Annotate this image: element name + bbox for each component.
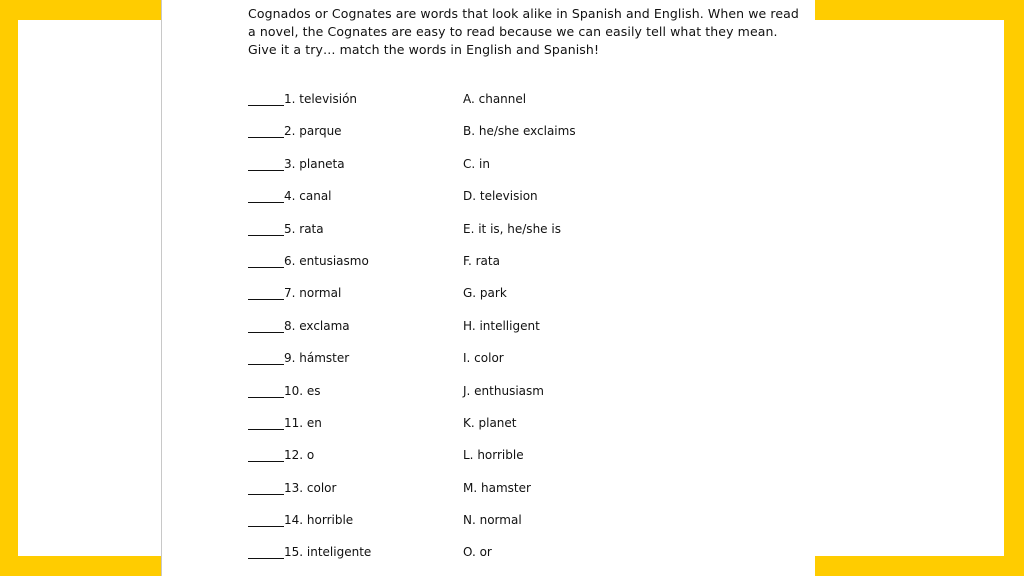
spanish-word: 4. canal [284,189,332,204]
english-word: D. television [463,189,538,204]
matching-list [248,90,808,576]
match-row [248,284,808,316]
answer-blank[interactable] [248,429,284,430]
answer-blank[interactable] [248,494,284,495]
spanish-word: 7. normal [284,286,342,301]
intro-text: Cognados or Cognates are words that look alike in Spanish and English. When we read a novel, the Cognates are easy to read because we can easily tell what they mean. Give it a try… match the words in English and Spanish! [248,6,799,57]
answer-blank[interactable] [248,397,284,398]
match-row [248,187,808,219]
english-word: A. channel [463,92,527,106]
answer-blank[interactable] [248,202,284,203]
match-row [248,252,808,284]
match-row [248,446,808,478]
match-row [248,90,808,122]
match-row [248,220,808,252]
english-word: K. planet [463,415,517,430]
english-word: I. color [463,351,504,366]
spanish-word: 12. o [284,448,315,463]
english-word: B. he/she exclaims [463,124,576,139]
spanish-word: 10. es [284,383,321,398]
spanish-word: 9. hámster [284,351,350,366]
worksheet-page [161,0,815,576]
match-row [248,122,808,154]
spanish-word: 11. en [284,415,322,430]
answer-blank[interactable] [248,364,284,365]
answer-blank[interactable] [248,558,284,559]
answer-blank[interactable] [248,332,284,333]
answer-blank[interactable] [248,526,284,527]
match-row [248,479,808,511]
english-word: E. it is, he/she is [463,221,561,236]
english-word: G. park [463,286,507,301]
answer-blank[interactable] [248,170,284,171]
answer-blank[interactable] [248,137,284,138]
answer-blank[interactable] [248,299,284,300]
match-row [248,382,808,414]
spanish-word: 15. inteligente [284,545,372,560]
match-row [248,543,808,575]
match-row [248,414,808,446]
match-row [248,317,808,349]
answer-blank[interactable] [248,461,284,462]
spanish-word: 3. planeta [284,156,345,171]
match-row [248,511,808,543]
english-word: N. normal [463,513,522,528]
spanish-word: 2. parque [284,124,342,139]
answer-blank[interactable] [248,235,284,236]
english-word: F. rata [463,253,500,268]
spanish-word: 14. horrible [284,513,354,528]
english-word: M. hamster [463,480,531,495]
english-word: O. or [463,545,492,560]
answer-blank[interactable] [248,105,284,106]
english-word: C. in [463,156,490,171]
match-row [248,155,808,187]
english-word: L. horrible [463,448,524,463]
spanish-word: 5. rata [284,221,324,236]
spanish-word: 1. televisión [284,92,358,106]
match-row [248,349,808,381]
english-word: H. intelligent [463,318,540,333]
spanish-word: 6. entusiasmo [284,253,369,268]
english-word: J. enthusiasm [463,383,544,398]
spanish-word: 13. color [284,480,337,495]
spanish-word: 8. exclama [284,318,350,333]
answer-blank[interactable] [248,267,284,268]
